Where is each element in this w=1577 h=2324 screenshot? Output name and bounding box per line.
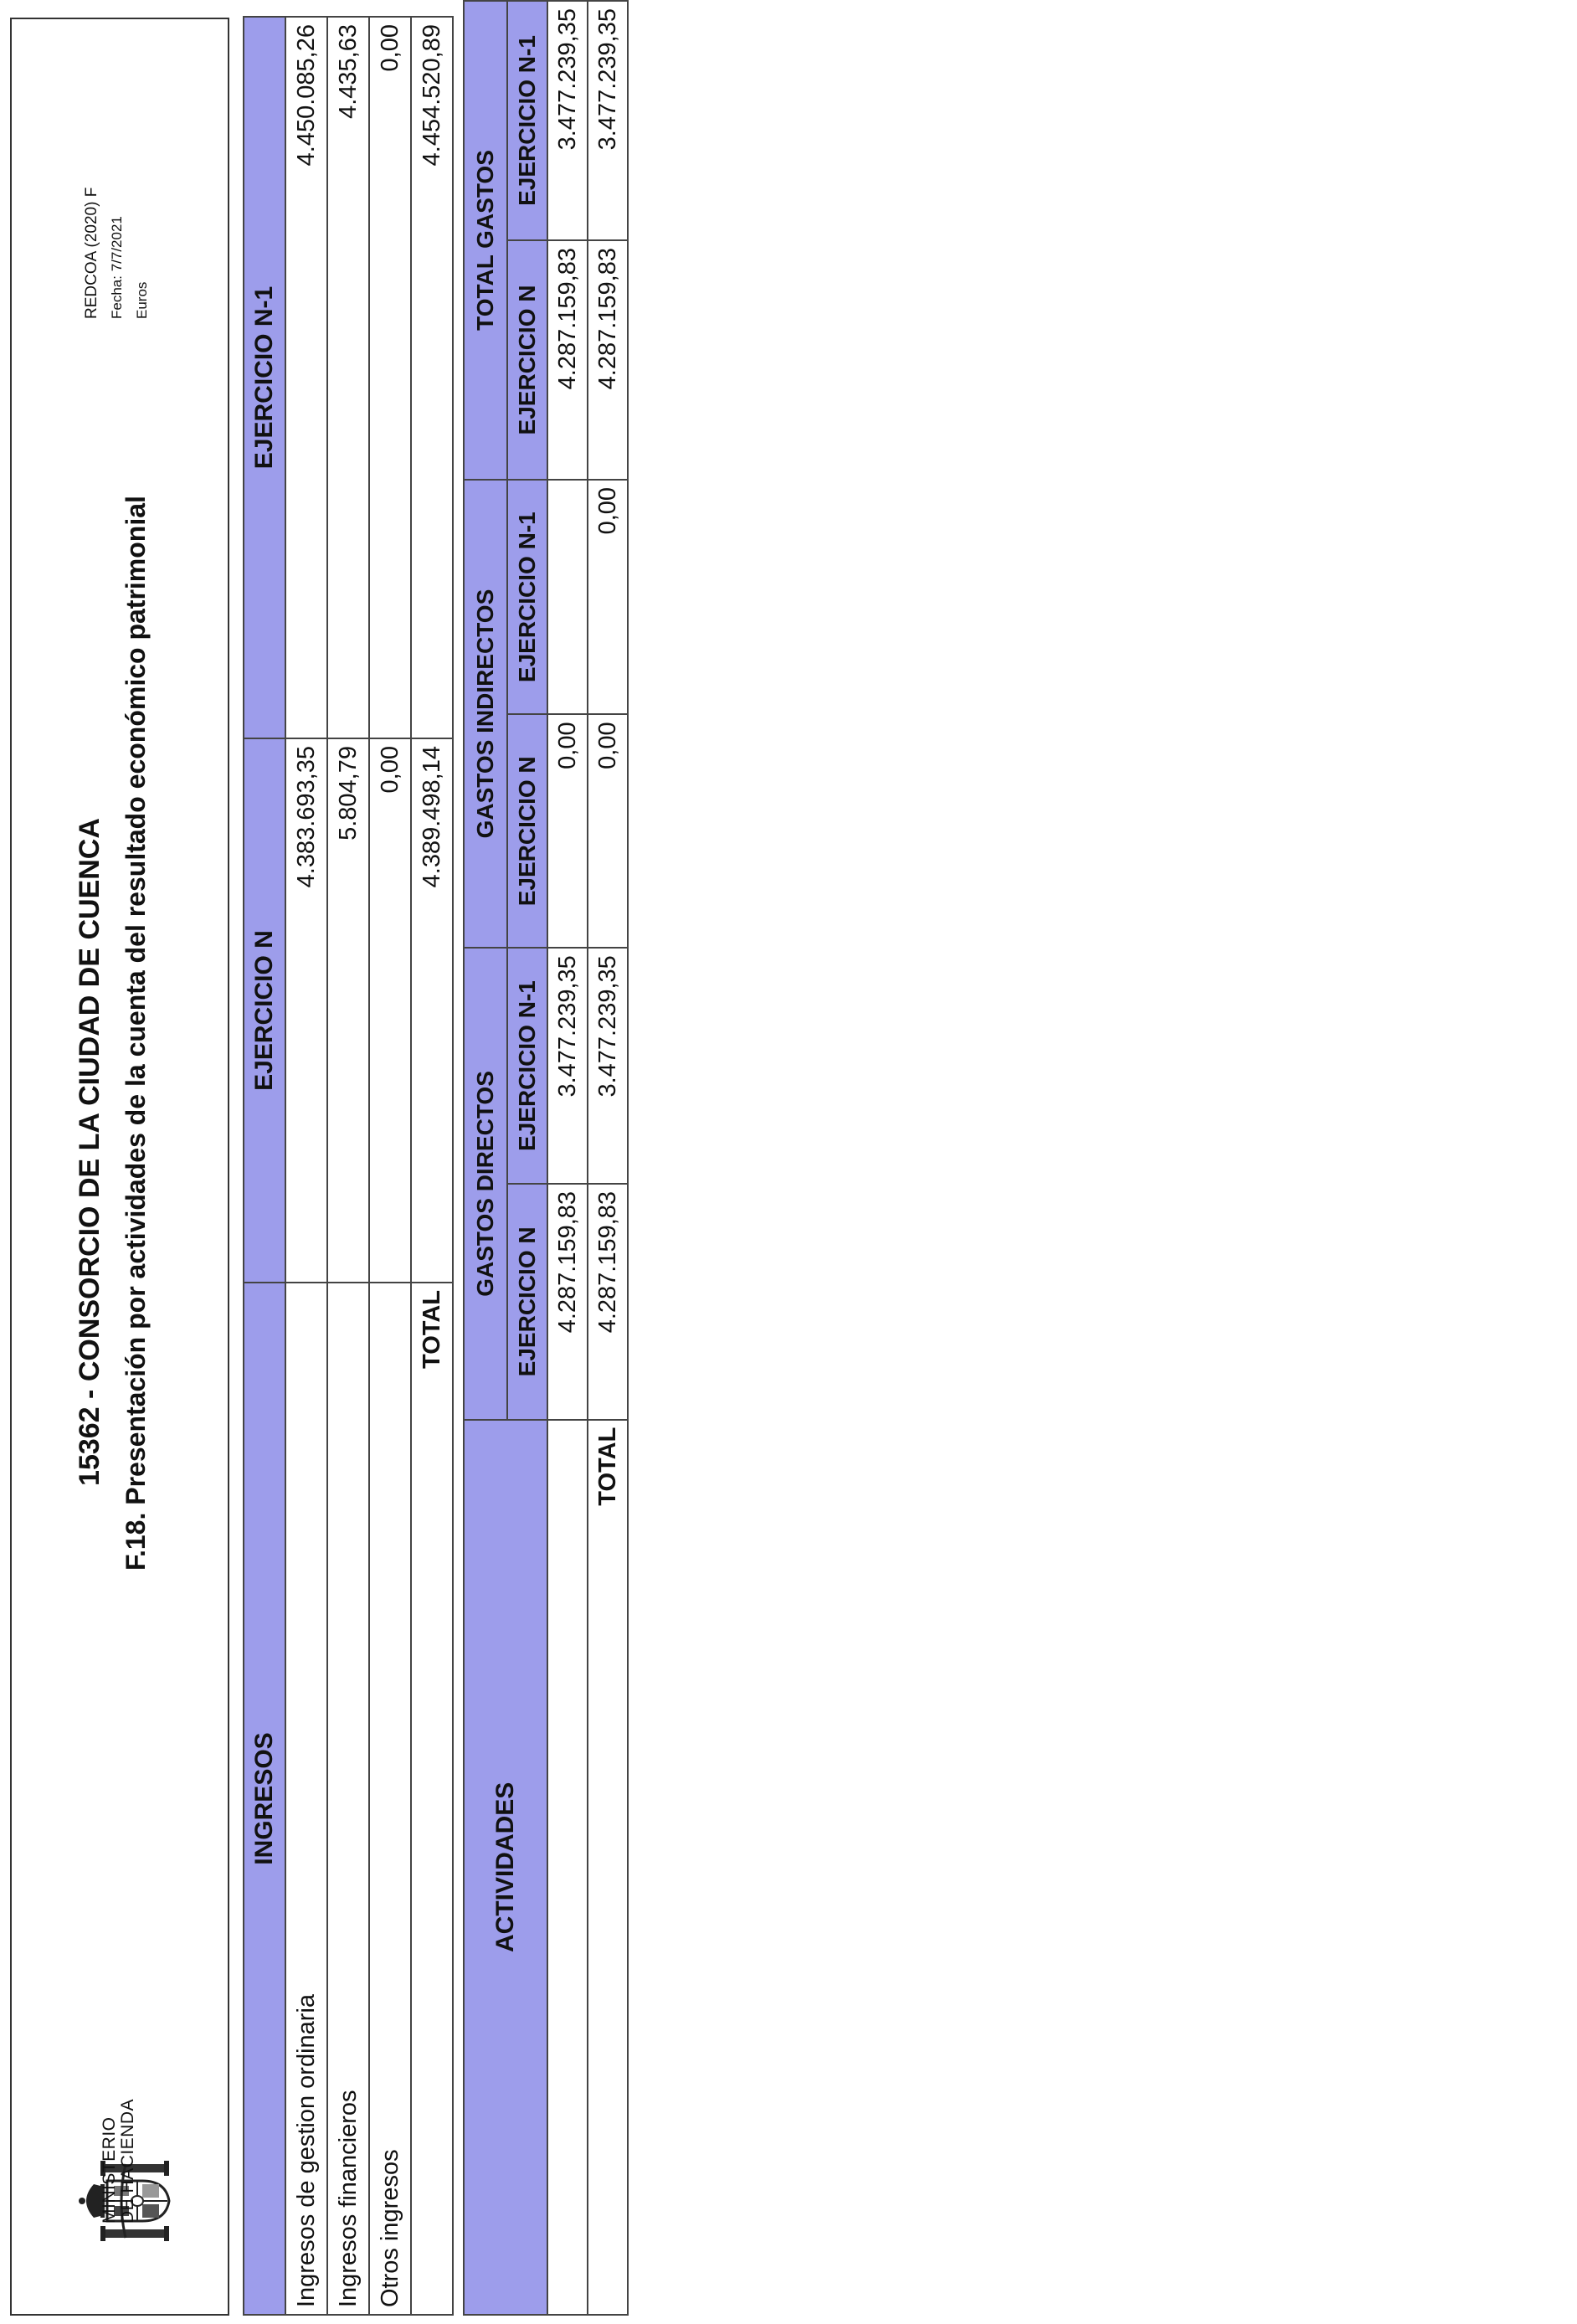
total-total-n1: 3.477.239,35: [588, 1, 628, 240]
report-meta: [80, 188, 155, 319]
ministry-line-1: MINISTERIO: [100, 2116, 119, 2224]
col-header-indirectos-n: EJERCICIO N: [507, 714, 547, 948]
row-label: Otros ingresos: [369, 1283, 411, 2315]
gastos-total-row: [588, 1, 628, 2315]
report-date: Fecha: 7/7/2021: [109, 216, 125, 319]
report-code: REDCOA (2020) F: [83, 187, 100, 319]
header-box: [10, 18, 229, 2316]
value-directos-n: 4.287.159,83: [547, 1184, 588, 1420]
col-header-total-gastos: TOTAL GASTOS: [464, 1, 507, 480]
ingresos-header-row: [244, 17, 285, 2315]
value-total-n: 4.287.159,83: [547, 240, 588, 480]
value-indirectos-n: 0,00: [547, 714, 588, 948]
col-header-actividades: ACTIVIDADES: [464, 1420, 547, 2315]
gastos-table: [463, 0, 629, 2316]
value-ejercicio-n: 5.804,79: [327, 738, 369, 1283]
value-ejercicio-n1: 4.450.085,26: [285, 17, 327, 738]
total-label: TOTAL: [411, 1283, 453, 2315]
value-ejercicio-n: 4.383.693,35: [285, 738, 327, 1283]
value-directos-n1: 3.477.239,35: [547, 948, 588, 1184]
total-indirectos-n1: 0,00: [588, 480, 628, 714]
report-currency: Euros: [134, 281, 150, 319]
page-subtitle: F.18. Presentación por actividades de la cuenta del resultado económico patrimonial: [121, 496, 151, 1571]
table-row: [285, 17, 327, 2315]
value-total-n1: 3.477.239,35: [547, 1, 588, 240]
total-ejercicio-n1: 4.454.520,89: [411, 17, 453, 738]
row-label: Ingresos financieros: [327, 1283, 369, 2315]
col-header-total-n1: EJERCICIO N-1: [507, 1, 547, 240]
col-header-ingresos: INGRESOS: [244, 1283, 285, 2315]
table-row: [369, 17, 411, 2315]
row-label: Ingresos de gestion ordinaria: [285, 1283, 327, 2315]
value-ejercicio-n1: 0,00: [369, 17, 411, 738]
col-header-gastos-indirectos: GASTOS INDIRECTOS: [464, 480, 507, 948]
total-ejercicio-n: 4.389.498,14: [411, 738, 453, 1283]
ingresos-table: [243, 16, 454, 2316]
col-header-gastos-directos: GASTOS DIRECTOS: [464, 948, 507, 1420]
total-directos-n1: 3.477.239,35: [588, 948, 628, 1184]
col-header-directos-n: EJERCICIO N: [507, 1184, 547, 1420]
ministry-line-2: DE HACIENDA: [118, 2098, 137, 2224]
total-label: TOTAL: [588, 1420, 628, 2315]
page-title: 15362 - CONSORCIO DE LA CIUDAD DE CUENCA: [74, 818, 105, 1486]
ministry-name: [100, 2099, 137, 2224]
col-header-directos-n1: EJERCICIO N-1: [507, 948, 547, 1184]
value-ejercicio-n1: 4.435,63: [327, 17, 369, 738]
row-label: [547, 1420, 588, 2315]
table-row: [547, 1, 588, 2315]
value-indirectos-n1: [547, 480, 588, 714]
total-indirectos-n: 0,00: [588, 714, 628, 948]
gastos-header-row-1: [464, 1, 507, 2315]
ingresos-total-row: [411, 17, 453, 2315]
col-header-ejercicio-n: EJERCICIO N: [244, 738, 285, 1283]
total-total-n: 4.287.159,83: [588, 240, 628, 480]
col-header-indirectos-n1: EJERCICIO N-1: [507, 480, 547, 714]
total-directos-n: 4.287.159,83: [588, 1184, 628, 1420]
table-row: [327, 17, 369, 2315]
col-header-total-n: EJERCICIO N: [507, 240, 547, 480]
value-ejercicio-n: 0,00: [369, 738, 411, 1283]
col-header-ejercicio-n1: EJERCICIO N-1: [244, 17, 285, 738]
